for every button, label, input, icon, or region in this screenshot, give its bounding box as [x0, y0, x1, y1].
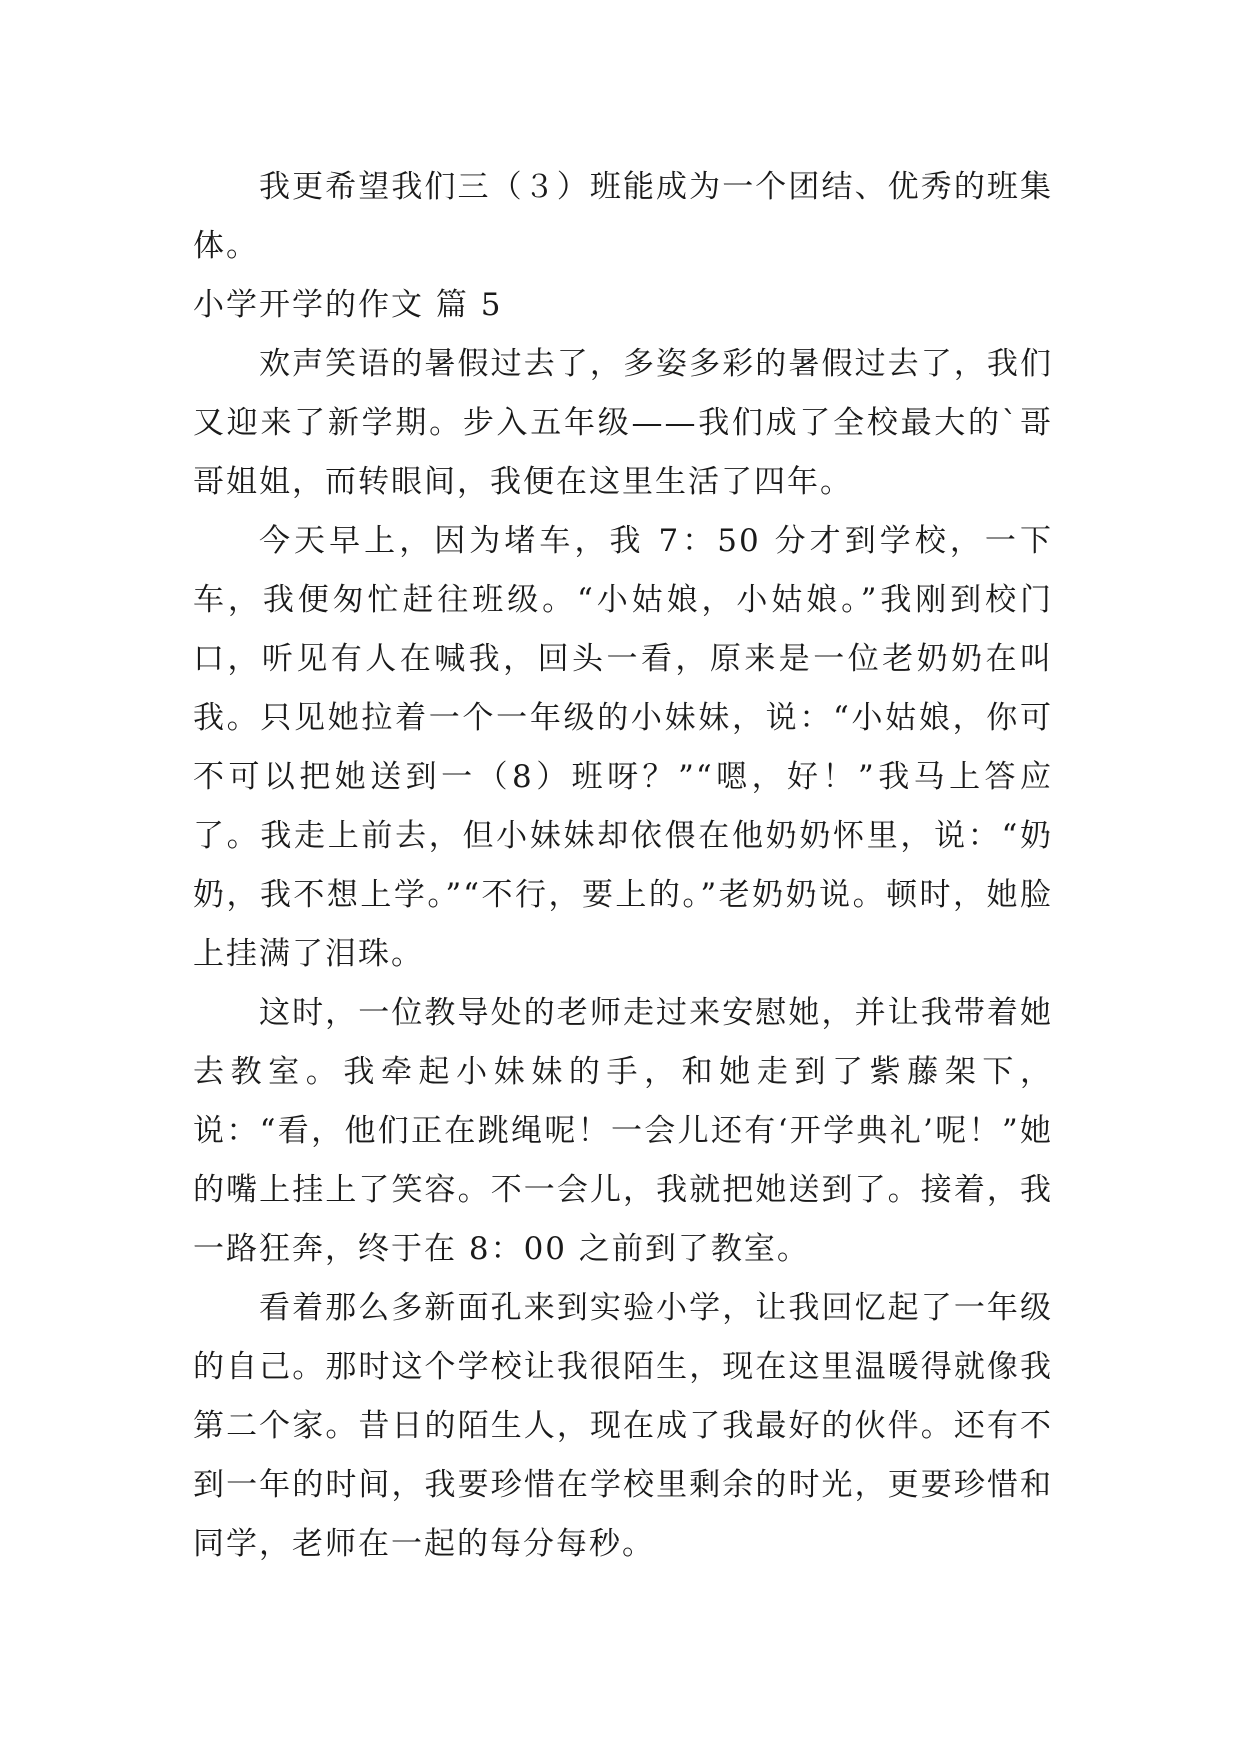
body-paragraph: 这时，一位教导处的老师走过来安慰她，并让我带着她去教室。我牵起小妹妹的手，和她走到了紫藤架下，说：“看，他们正在跳绳呢！一会儿还有‘开学典礼’呢！”她的嘴上挂上了笑容。不一会儿，我就把她送到了。接着，我一路狂奔，终于在 8：00 之前到了教室。: [193, 995, 1053, 1267]
section-title: 小学开学的作文: [193, 287, 424, 323]
body-paragraph: 今天早上，因为堵车，我 7：50 分才到学校，一下车，我便匆忙赶往班级。“小姑娘，小姑娘。”我刚到校门口，听见有人在喊我，回头一看，原来是一位老奶奶在叫我。只见她拉着一个一年级的小妹妹，说：“小姑娘，你可不可以把她送到一（8）班呀？”“嗯，好！”我马上答应了。我走上前去，但小妹妹却依偎在他奶奶怀里，说：“奶奶，我不想上学。”“不行，要上的。”老奶奶说。顿时，她脸上挂满了泪珠。: [193, 523, 1053, 972]
body-paragraph: 看着那么多新面孔来到实验小学，让我回忆起了一年级的自己。那时这个学校让我很陌生，现在这里温暖得就像我第二个家。昔日的陌生人，现在成了我最好的伙伴。还有不到一年的时间，我要珍惜在学校里剩余的时光，更要珍惜和同学，老师在一起的每分每秒。: [193, 1290, 1053, 1562]
intro-paragraph: 我更希望我们三（３）班能成为一个团结、优秀的班集体。: [193, 169, 1053, 264]
section-number: 篇 5: [435, 287, 503, 323]
body-paragraph: 欢声笑语的暑假过去了，多姿多彩的暑假过去了，我们又迎来了新学期。步入五年级——我们成了全校最大的`哥哥姐姐，而转眼间，我便在这里生活了四年。: [193, 346, 1053, 500]
document-page: [193, 158, 1053, 1574]
section-heading: [193, 276, 1053, 335]
